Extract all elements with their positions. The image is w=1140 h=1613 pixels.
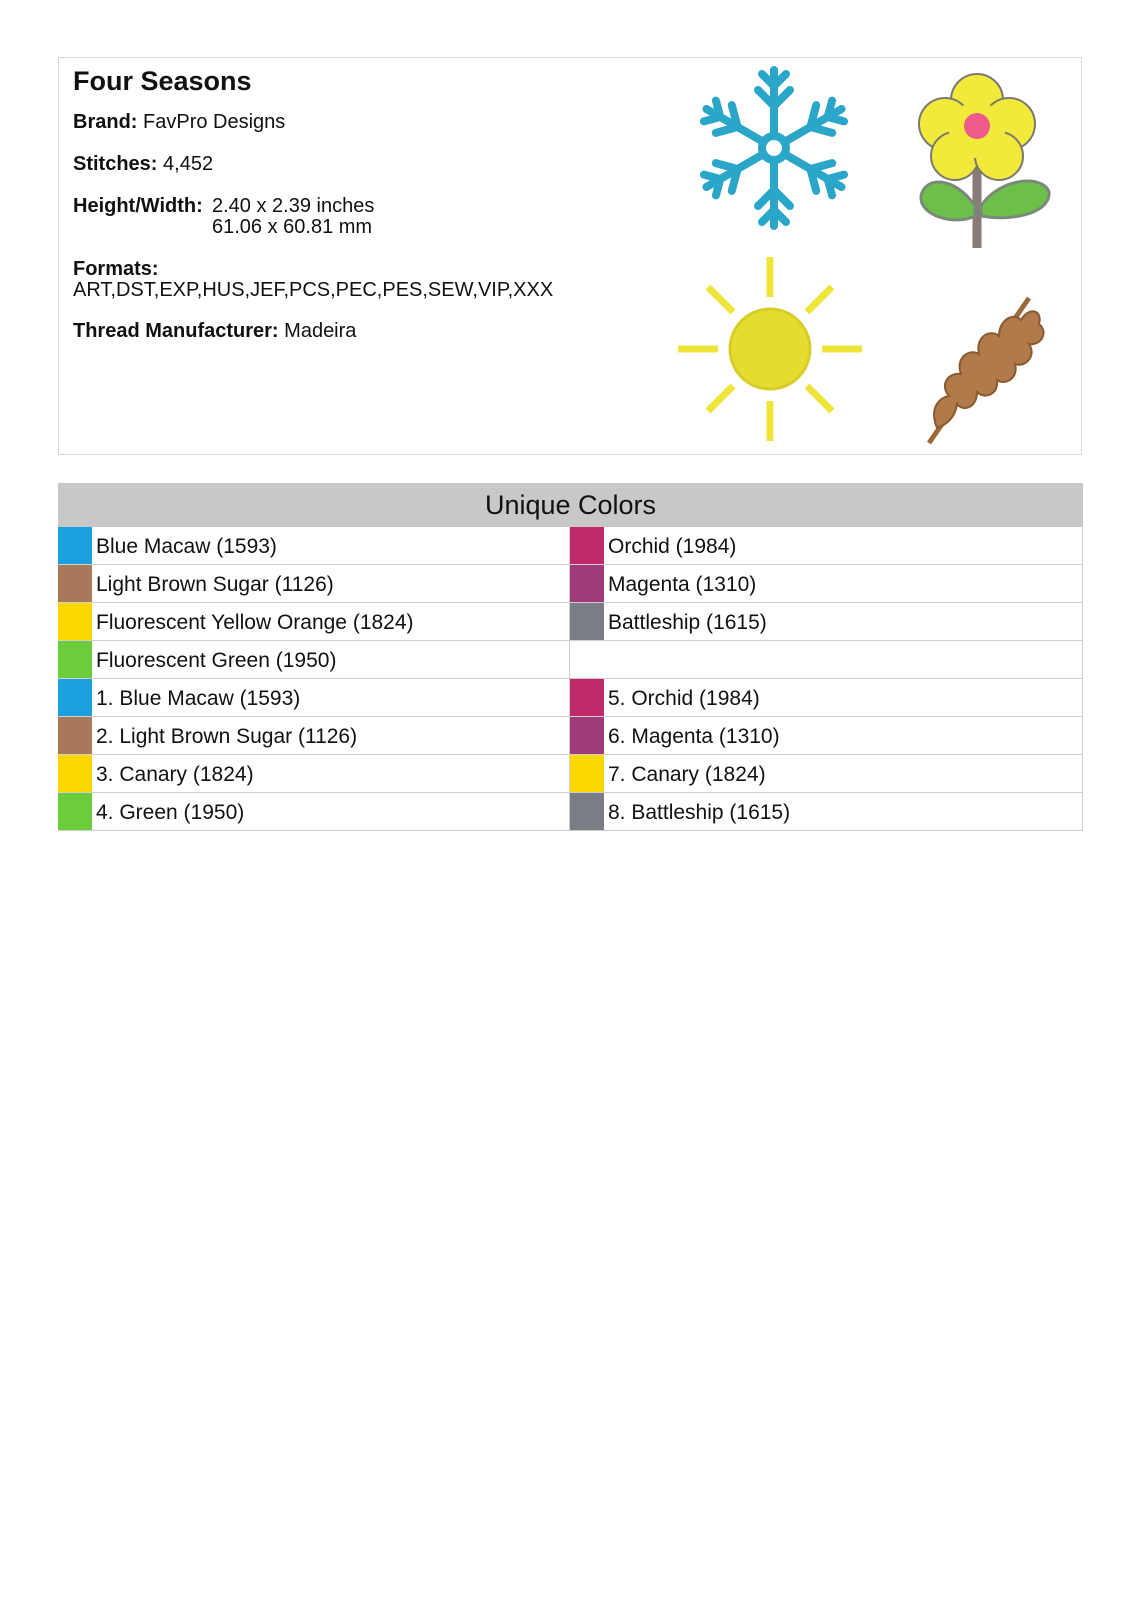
- height-width-mm: 61.06 x 60.81 mm: [212, 216, 373, 238]
- height-width-row: [73, 195, 473, 239]
- color-name: Fluorescent Green (1950): [96, 649, 337, 672]
- color-swatch: [58, 793, 92, 830]
- stitches-row: [73, 153, 213, 176]
- color-row: [58, 527, 570, 565]
- color-row: [570, 603, 1083, 641]
- color-name: Blue Macaw (1593): [96, 535, 277, 558]
- color-row: [58, 679, 570, 717]
- color-row: [570, 717, 1083, 755]
- unique-colors-header: Unique Colors: [58, 483, 1083, 527]
- formats-label: Formats:: [73, 258, 159, 280]
- thread-row: [73, 320, 356, 343]
- stitches-label: Stitches:: [73, 153, 158, 175]
- color-row: [570, 679, 1083, 717]
- height-width-label: Height/Width:: [73, 195, 203, 217]
- thread-label: Thread Manufacturer:: [73, 320, 279, 342]
- formats-row: [73, 258, 553, 302]
- color-row-empty: [570, 641, 1083, 679]
- color-swatch: [570, 717, 604, 754]
- sun-icon: [675, 254, 865, 444]
- color-swatch: [570, 527, 604, 564]
- stitches-value: 4,452: [163, 153, 214, 175]
- color-name: 2. Light Brown Sugar (1126): [96, 725, 358, 748]
- color-swatch: [570, 565, 604, 602]
- unique-colors-table: [58, 483, 1083, 831]
- color-swatch: [58, 527, 92, 564]
- color-row: [570, 793, 1083, 831]
- color-name: 4. Green (1950): [96, 801, 245, 824]
- color-name: 5. Orchid (1984): [608, 687, 760, 710]
- color-row: [58, 793, 570, 831]
- color-swatch: [570, 679, 604, 716]
- color-swatch: [58, 641, 92, 678]
- oak-leaf-icon: [919, 288, 1049, 448]
- color-row: [58, 641, 570, 679]
- color-row: [570, 565, 1083, 603]
- design-title: Four Seasons: [73, 66, 252, 96]
- brand-row: [73, 111, 285, 134]
- brand-label: Brand:: [73, 111, 138, 133]
- color-row: [58, 755, 570, 793]
- color-swatch: [58, 717, 92, 754]
- brand-value: FavPro Designs: [143, 111, 286, 133]
- color-name: Orchid (1984): [608, 535, 737, 558]
- design-info-card: [58, 57, 1082, 455]
- color-row: [58, 603, 570, 641]
- color-swatch: [570, 603, 604, 640]
- color-swatch: [570, 755, 604, 792]
- color-swatch: [570, 793, 604, 830]
- height-width-inches: 2.40 x 2.39 inches: [212, 195, 375, 217]
- color-swatch: [58, 679, 92, 716]
- flower-icon: [915, 66, 1055, 252]
- color-swatch: [58, 755, 92, 792]
- color-name: 1. Blue Macaw (1593): [96, 687, 301, 710]
- color-name: 8. Battleship (1615): [608, 801, 791, 824]
- color-grid: [58, 527, 1083, 831]
- formats-value: ART,DST,EXP,HUS,JEF,PCS,PEC,PES,SEW,VIP,XXX: [73, 279, 554, 301]
- color-swatch: [58, 603, 92, 640]
- color-name: Fluorescent Yellow Orange (1824): [96, 611, 414, 634]
- color-swatch: [58, 565, 92, 602]
- color-name: Magenta (1310): [608, 573, 757, 596]
- color-name: Battleship (1615): [608, 611, 767, 634]
- color-row: [58, 565, 570, 603]
- snowflake-icon: [695, 62, 853, 234]
- color-row: [58, 717, 570, 755]
- color-name: Light Brown Sugar (1126): [96, 573, 334, 596]
- color-row: [570, 755, 1083, 793]
- color-row: [570, 527, 1083, 565]
- color-name: 6. Magenta (1310): [608, 725, 780, 748]
- color-name: 3. Canary (1824): [96, 763, 254, 786]
- color-name: 7. Canary (1824): [608, 763, 766, 786]
- thread-value: Madeira: [284, 320, 357, 342]
- height-width-values: [212, 195, 412, 239]
